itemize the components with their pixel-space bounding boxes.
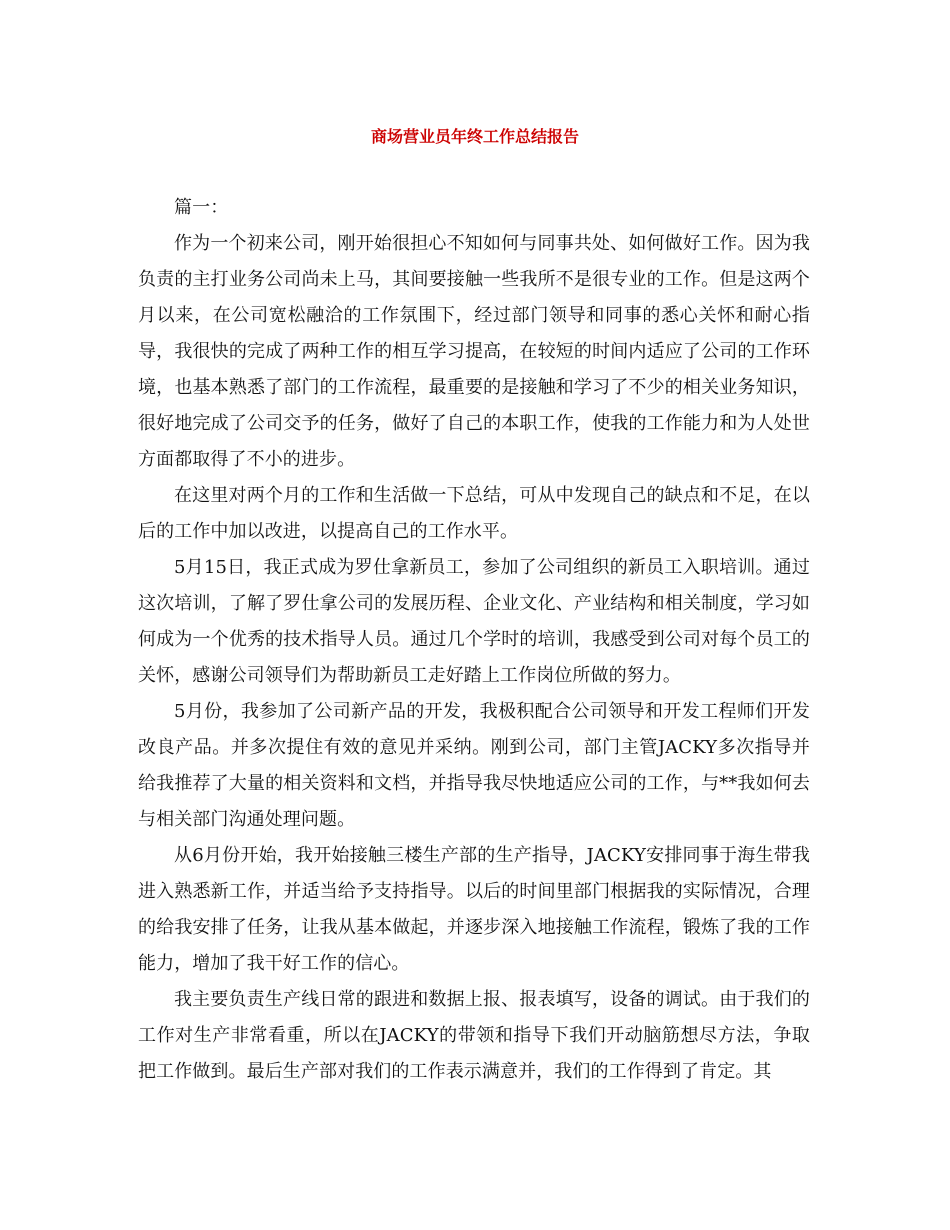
document-body xyxy=(138,190,810,1090)
paragraph-3: 5月15日，我正式成为罗仕拿新员工，参加了公司组织的新员工入职培训。通过这次培训，了解了罗仕拿公司的发展历程、企业文化、产业结构和相关制度，学习如何成为一个优秀的技术指导人员。通过几个学时的培训，我感受到公司对每个员工的关怀，感谢公司领导们为帮助新员工走好踏上工作岗位所做的努力。 xyxy=(138,557,810,686)
paragraph-5: 从6月份开始，我开始接触三楼生产部的生产指导，JACKY安排同事于海生带我进入熟悉新工作，并适当给予支持指导。以后的时间里部门根据我的实际情况，合理的给我安排了任务，让我从基本做起，并逐步深入地接触工作流程，锻炼了我的工作能力，增加了我干好工作的信心。 xyxy=(138,845,810,974)
paragraph-6: 我主要负责生产线日常的跟进和数据上报、报表填写，设备的调试。由于我们的工作对生产非常看重，所以在JACKY的带领和指导下我们开动脑筋想尽方法，争取把工作做到。最后生产部对我们的工作表示满意并，我们的工作得到了肯定。其 xyxy=(138,989,810,1082)
paragraph-1: 作为一个初来公司，刚开始很担心不知如何与同事共处、如何做好工作。因为我负责的主打业务公司尚未上马，其间要接触一些我所不是很专业的工作。但是这两个月以来，在公司宽松融洽的工作氛围下，经过部门领导和同事的悉心关怀和耐心指导，我很快的完成了两种工作的相互学习提高，在较短的时间内适应了公司的工作环境，也基本熟悉了部门的工作流程，最重要的是接触和学习了不少的相关业务知识，很好地完成了公司交予的任务，做好了自己的本职工作，使我的工作能力和为人处世方面都取得了不小的进步。 xyxy=(138,233,810,470)
section-label: 篇一： xyxy=(174,197,229,218)
document-title: 商场营业员年终工作总结报告 xyxy=(370,127,579,146)
paragraph-2: 在这里对两个月的工作和生活做一下总结，可从中发现自己的缺点和不足，在以后的工作中加以改进，以提高自己的工作水平。 xyxy=(138,485,810,542)
paragraph-4: 5月份，我参加了公司新产品的开发，我极积配合公司领导和开发工程师们开发改良产品。并多次提住有效的意见并采纳。刚到公司，部门主管JACKY多次指导并给我推荐了大量的相关资料和文档，并指导我尽快地适应公司的工作，与**我如何去与相关部门沟通处理问题。 xyxy=(138,701,810,830)
